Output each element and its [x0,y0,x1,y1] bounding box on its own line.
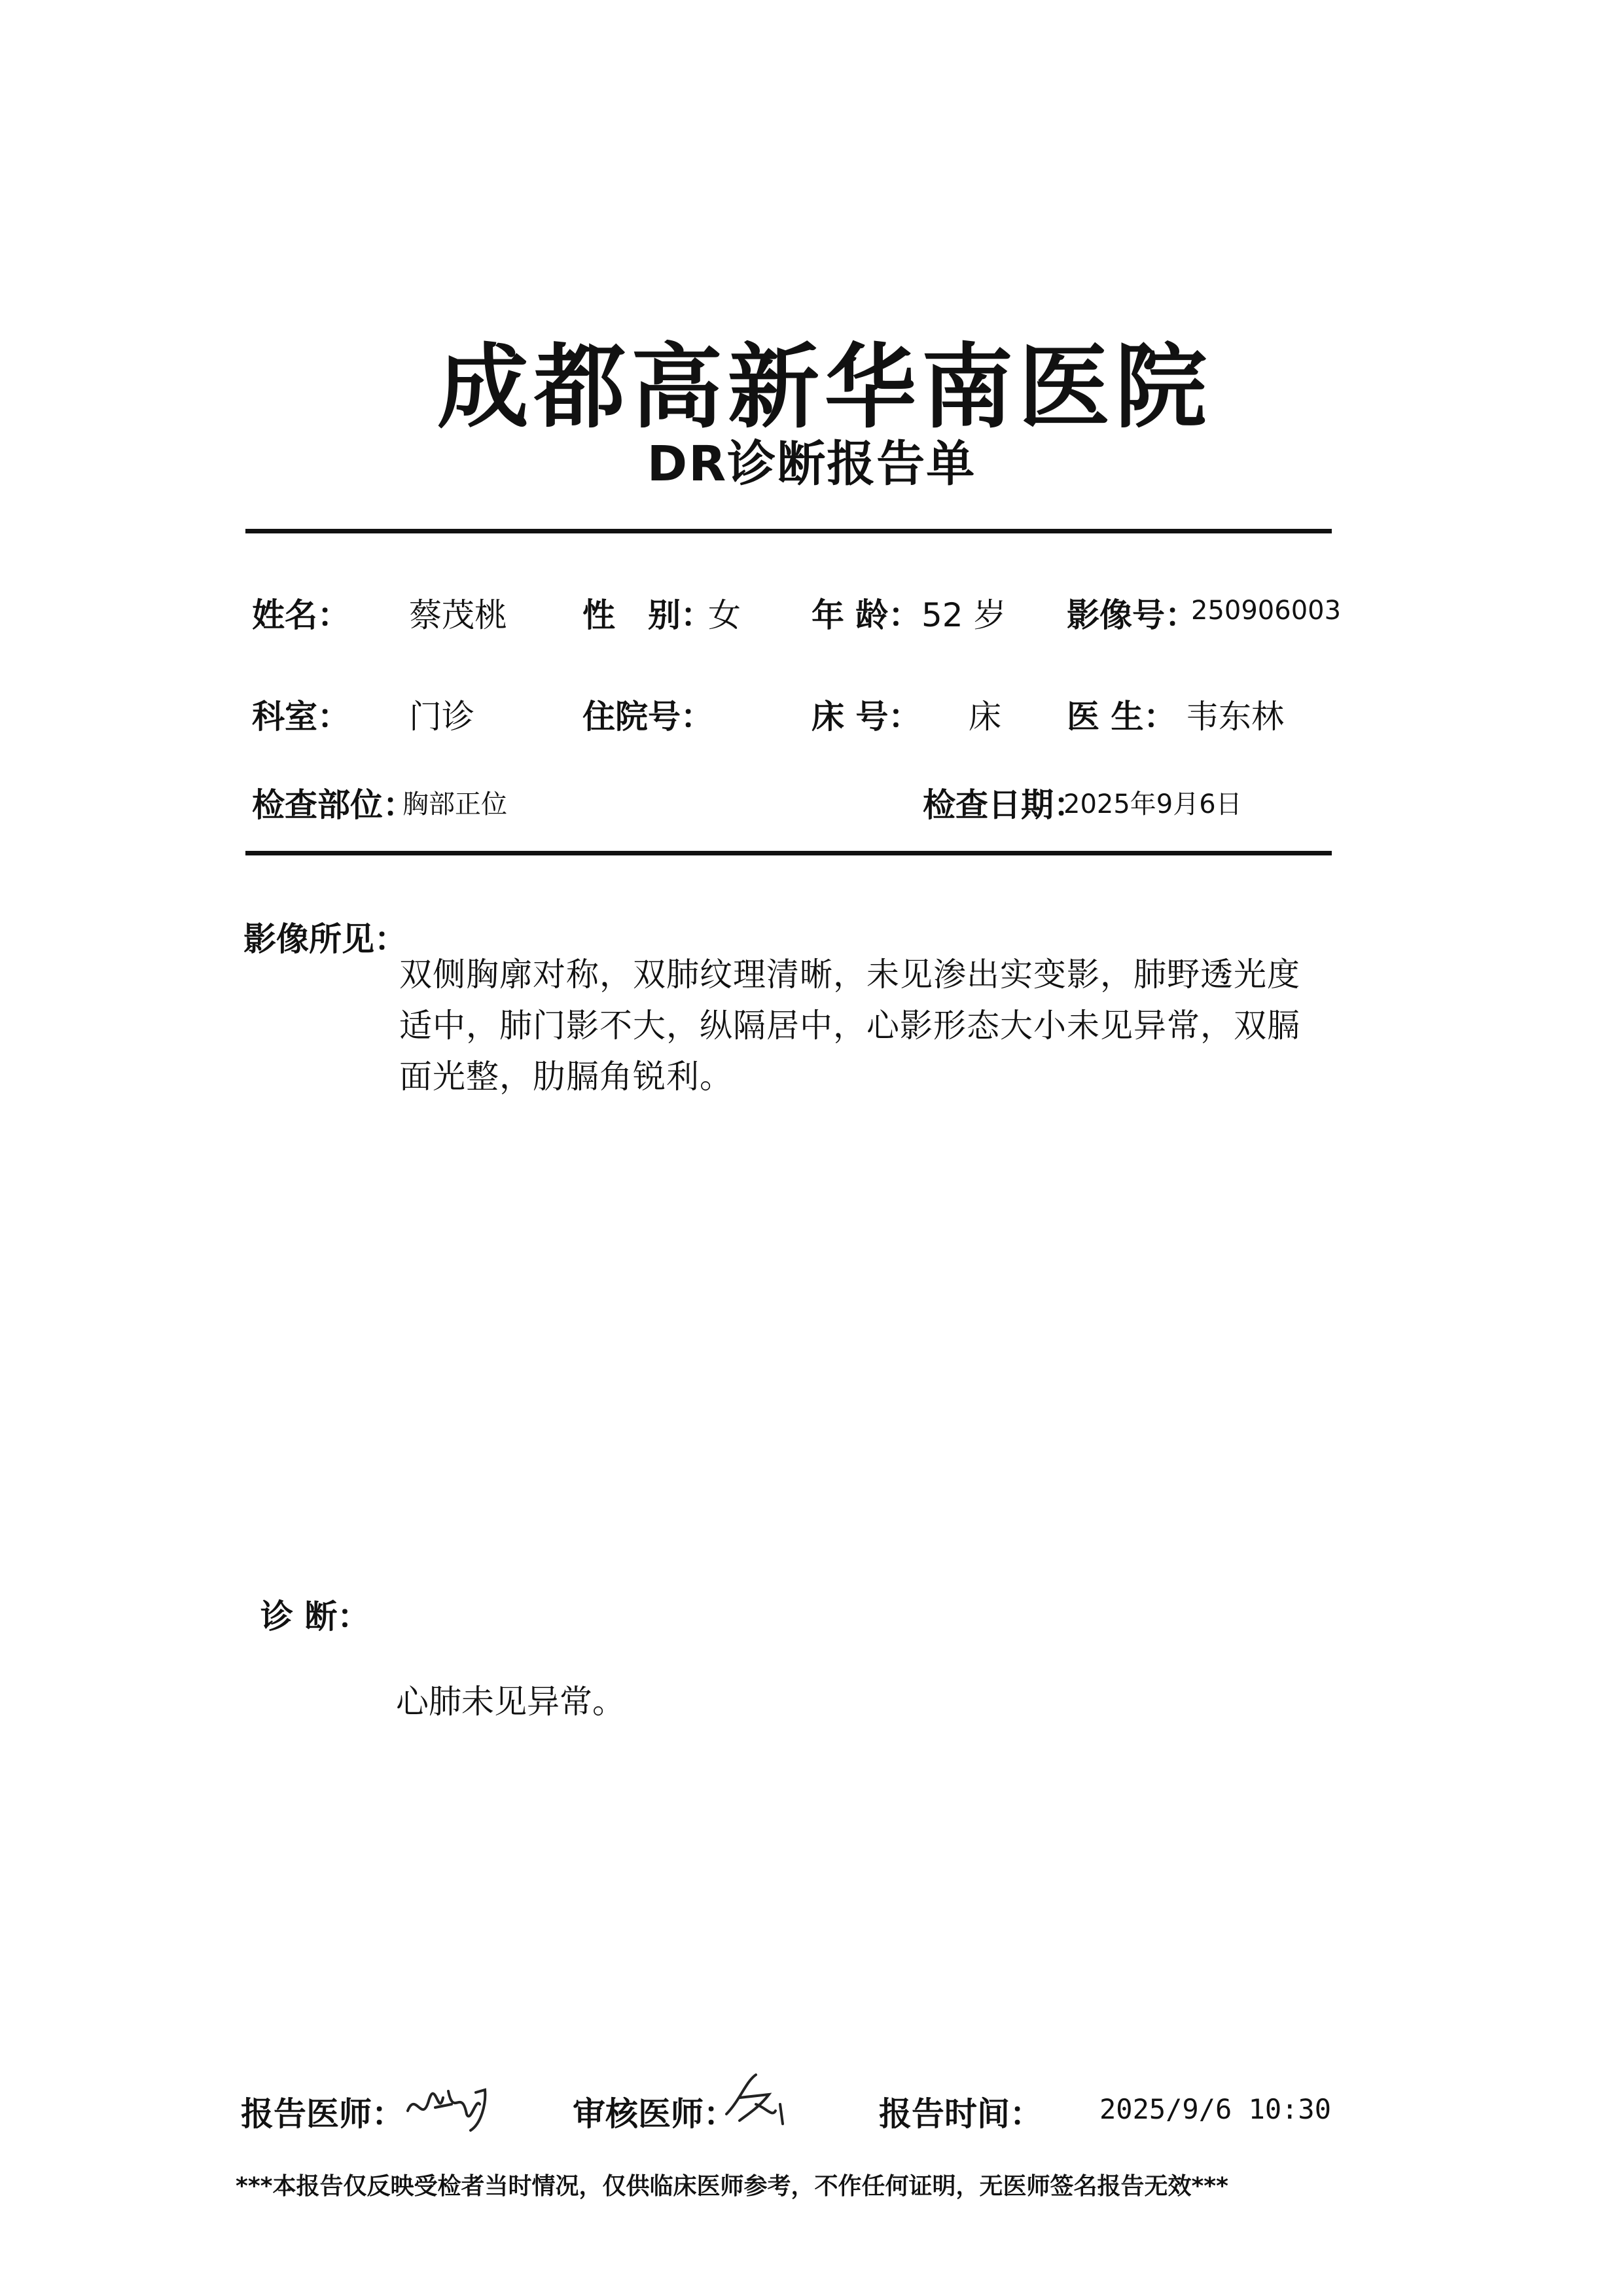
name-label: 姓名： [252,596,350,634]
top-divider [245,529,1332,533]
image-no: 250906003 [1191,596,1342,626]
reviewing-doctor-label: 审核医师： [573,2095,736,2133]
exam-date-label: 检查日期： [923,786,1086,824]
image-no-label: 影像号： [1067,596,1198,634]
diagnosis-text: 心肺未见异常。 [396,1683,625,1721]
bottom-divider [245,851,1332,855]
patient-name: 蔡茂桃 [409,596,507,634]
disclaimer: ***本报告仅反映受检者当时情况，仅供临床医师参考，不作任何证明，无医师签名报告无效*** [236,2173,1228,2200]
exam-date: 2025年9月6日 [1063,789,1242,819]
gender-label: 性 别： [582,596,713,634]
patient-gender: 女 [708,596,741,634]
inpatient-no-label: 住院号： [582,698,713,736]
department: 门诊 [409,698,474,736]
findings-text: 双侧胸廓对称，双肺纹理清晰，未见渗出实变影，肺野透光度适中，肺门影不大，纵隔居中，心影形态大小未见异常，双膈面光整，肋膈角锐利。 [399,956,1300,1096]
reviewing-doctor-signature [720,2068,792,2134]
exam-site: 胸部正位 [402,789,507,819]
reporting-doctor-signature [402,2078,494,2137]
findings-label: 影像所见： [243,920,407,958]
report-time-label: 报告时间： [879,2095,1043,2133]
reporting-doctor-label: 报告医师： [241,2095,404,2133]
bed: 床 [969,698,1001,736]
doctor: 韦东林 [1186,698,1284,736]
diagnosis-label: 诊 断： [260,1598,370,1636]
department-label: 科室： [252,698,350,736]
exam-site-label: 检查部位： [252,786,416,824]
patient-age: 52 岁 [921,596,1007,634]
hospital-name: 成都高新华南医院 [437,334,1212,441]
report-title: DR诊断报告单 [647,436,976,492]
report-time: 2025/9/6 10:30 [1099,2093,1332,2125]
age-label: 年 龄： [812,596,921,634]
bed-label: 床 号： [812,698,921,736]
doctor-label: 医 生： [1067,698,1177,736]
